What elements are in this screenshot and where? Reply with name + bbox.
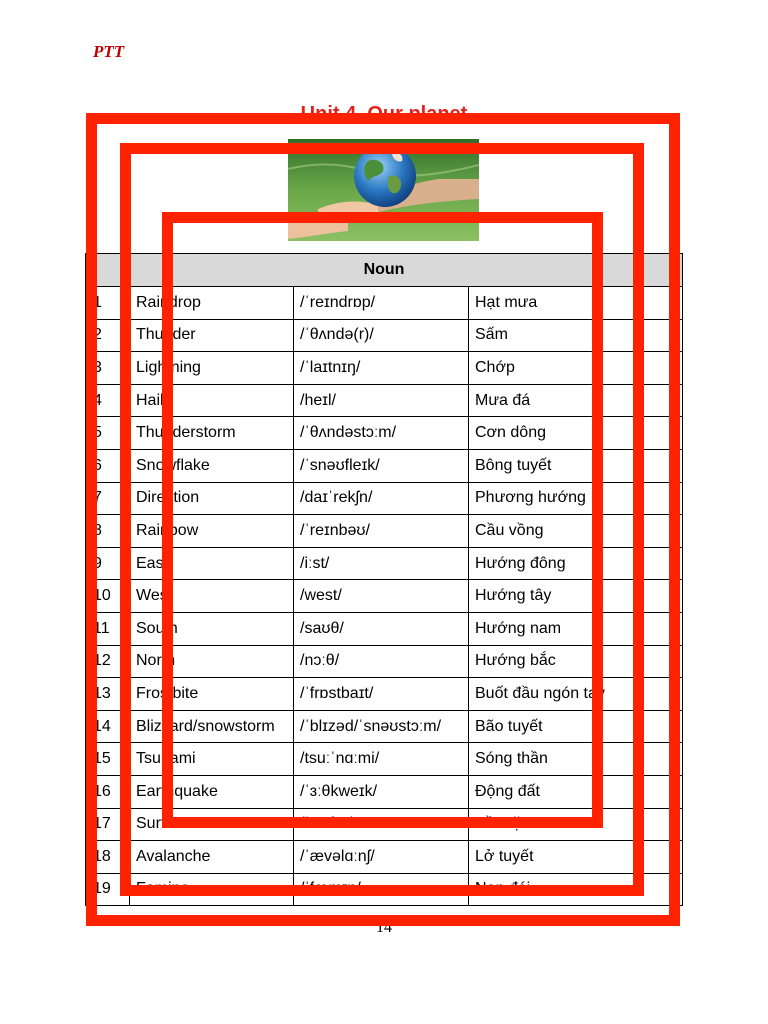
row-pronunciation: /ˈfrɒstbaɪt/ — [294, 678, 469, 711]
row-pronunciation: /ˈsɜːfɪs/ — [294, 808, 469, 841]
row-meaning: Cơn dông — [469, 417, 683, 450]
vocabulary-table — [85, 253, 683, 906]
row-number: 16 — [86, 775, 130, 808]
row-pronunciation: /ˈsnəʊfleɪk/ — [294, 449, 469, 482]
row-word: Frostbite — [130, 678, 294, 711]
row-word: Earthquake — [130, 775, 294, 808]
row-number: 2 — [86, 319, 130, 352]
row-pronunciation: /ˈθʌndəstɔːm/ — [294, 417, 469, 450]
row-pronunciation: /ˈævəlɑːnʃ/ — [294, 841, 469, 874]
row-word: Thunderstorm — [130, 417, 294, 450]
row-pronunciation: /tsuːˈnɑːmi/ — [294, 743, 469, 776]
row-word: East — [130, 547, 294, 580]
row-pronunciation: /daɪˈrekʃn/ — [294, 482, 469, 515]
table-heading: Noun — [86, 254, 683, 287]
row-number: 12 — [86, 645, 130, 678]
row-pronunciation: /ˈfæmɪn/ — [294, 873, 469, 906]
row-meaning: Buốt đầu ngón tay — [469, 678, 683, 711]
row-number: 17 — [86, 808, 130, 841]
row-meaning: Bông tuyết — [469, 449, 683, 482]
row-number: 19 — [86, 873, 130, 906]
table-row — [86, 580, 683, 613]
table-row — [86, 743, 683, 776]
row-word: Surface — [130, 808, 294, 841]
table-row — [86, 384, 683, 417]
row-pronunciation: /ˈreɪndrɒp/ — [294, 287, 469, 320]
row-meaning: Động đất — [469, 775, 683, 808]
table-row — [86, 547, 683, 580]
row-meaning: Hạt mưa — [469, 287, 683, 320]
row-word: Direction — [130, 482, 294, 515]
row-meaning: Lở tuyết — [469, 841, 683, 874]
row-number: 6 — [86, 449, 130, 482]
table-heading-row — [86, 254, 683, 287]
row-pronunciation: /heɪl/ — [294, 384, 469, 417]
table-row — [86, 449, 683, 482]
table-body — [86, 287, 683, 906]
earth-in-hands-image — [288, 139, 479, 241]
row-number: 4 — [86, 384, 130, 417]
row-pronunciation: /ˈreɪnbəʊ/ — [294, 515, 469, 548]
row-word: Lightning — [130, 352, 294, 385]
row-word: Snowflake — [130, 449, 294, 482]
row-number: 10 — [86, 580, 130, 613]
row-word: Rainbow — [130, 515, 294, 548]
row-pronunciation: /ˈlaɪtnɪŋ/ — [294, 352, 469, 385]
row-word: Raindrop — [130, 287, 294, 320]
row-number: 9 — [86, 547, 130, 580]
table-row — [86, 645, 683, 678]
row-word: West — [130, 580, 294, 613]
row-meaning: Chớp — [469, 352, 683, 385]
row-pronunciation: /nɔːθ/ — [294, 645, 469, 678]
table-row — [86, 352, 683, 385]
table-row — [86, 417, 683, 450]
row-pronunciation: /ˈɜːθkweɪk/ — [294, 775, 469, 808]
row-word: Tsunami — [130, 743, 294, 776]
row-word: Blizzard/snowstorm — [130, 710, 294, 743]
row-number: 15 — [86, 743, 130, 776]
row-meaning: Cầu vồng — [469, 515, 683, 548]
row-meaning: Sóng thần — [469, 743, 683, 776]
row-number: 1 — [86, 287, 130, 320]
table-row — [86, 515, 683, 548]
row-meaning: Hướng tây — [469, 580, 683, 613]
row-meaning: Sấm — [469, 319, 683, 352]
header-mark: PTT — [93, 42, 125, 61]
row-pronunciation: /ˈθʌndə(r)/ — [294, 319, 469, 352]
table-row — [86, 710, 683, 743]
row-meaning: Hướng bắc — [469, 645, 683, 678]
row-meaning: Phương hướng — [469, 482, 683, 515]
row-number: 8 — [86, 515, 130, 548]
row-number: 11 — [86, 612, 130, 645]
row-meaning: Hướng nam — [469, 612, 683, 645]
row-meaning: Bề mặt — [469, 808, 683, 841]
row-meaning: Bão tuyết — [469, 710, 683, 743]
table-row — [86, 319, 683, 352]
row-number: 13 — [86, 678, 130, 711]
table-row — [86, 482, 683, 515]
table-row — [86, 808, 683, 841]
row-number: 5 — [86, 417, 130, 450]
table-row — [86, 775, 683, 808]
row-number: 3 — [86, 352, 130, 385]
row-word: Famine — [130, 873, 294, 906]
row-word: Avalanche — [130, 841, 294, 874]
table-row — [86, 873, 683, 906]
row-number: 18 — [86, 841, 130, 874]
row-pronunciation: /ˈblɪzəd/ˈsnəʊstɔːm/ — [294, 710, 469, 743]
row-meaning: Hướng đông — [469, 547, 683, 580]
row-word: Thunder — [130, 319, 294, 352]
row-meaning: Mưa đá — [469, 384, 683, 417]
table-row — [86, 287, 683, 320]
row-number: 14 — [86, 710, 130, 743]
row-meaning: Nạn đói — [469, 873, 683, 906]
row-pronunciation: /west/ — [294, 580, 469, 613]
table-row — [86, 678, 683, 711]
row-pronunciation: /iːst/ — [294, 547, 469, 580]
page-number: 14 — [376, 919, 392, 936]
unit-title: Unit 4. Our planet — [300, 103, 468, 125]
table-row — [86, 612, 683, 645]
row-word: North — [130, 645, 294, 678]
row-pronunciation: /saʊθ/ — [294, 612, 469, 645]
row-word: Hail — [130, 384, 294, 417]
row-number: 7 — [86, 482, 130, 515]
row-word: South — [130, 612, 294, 645]
table-row — [86, 841, 683, 874]
